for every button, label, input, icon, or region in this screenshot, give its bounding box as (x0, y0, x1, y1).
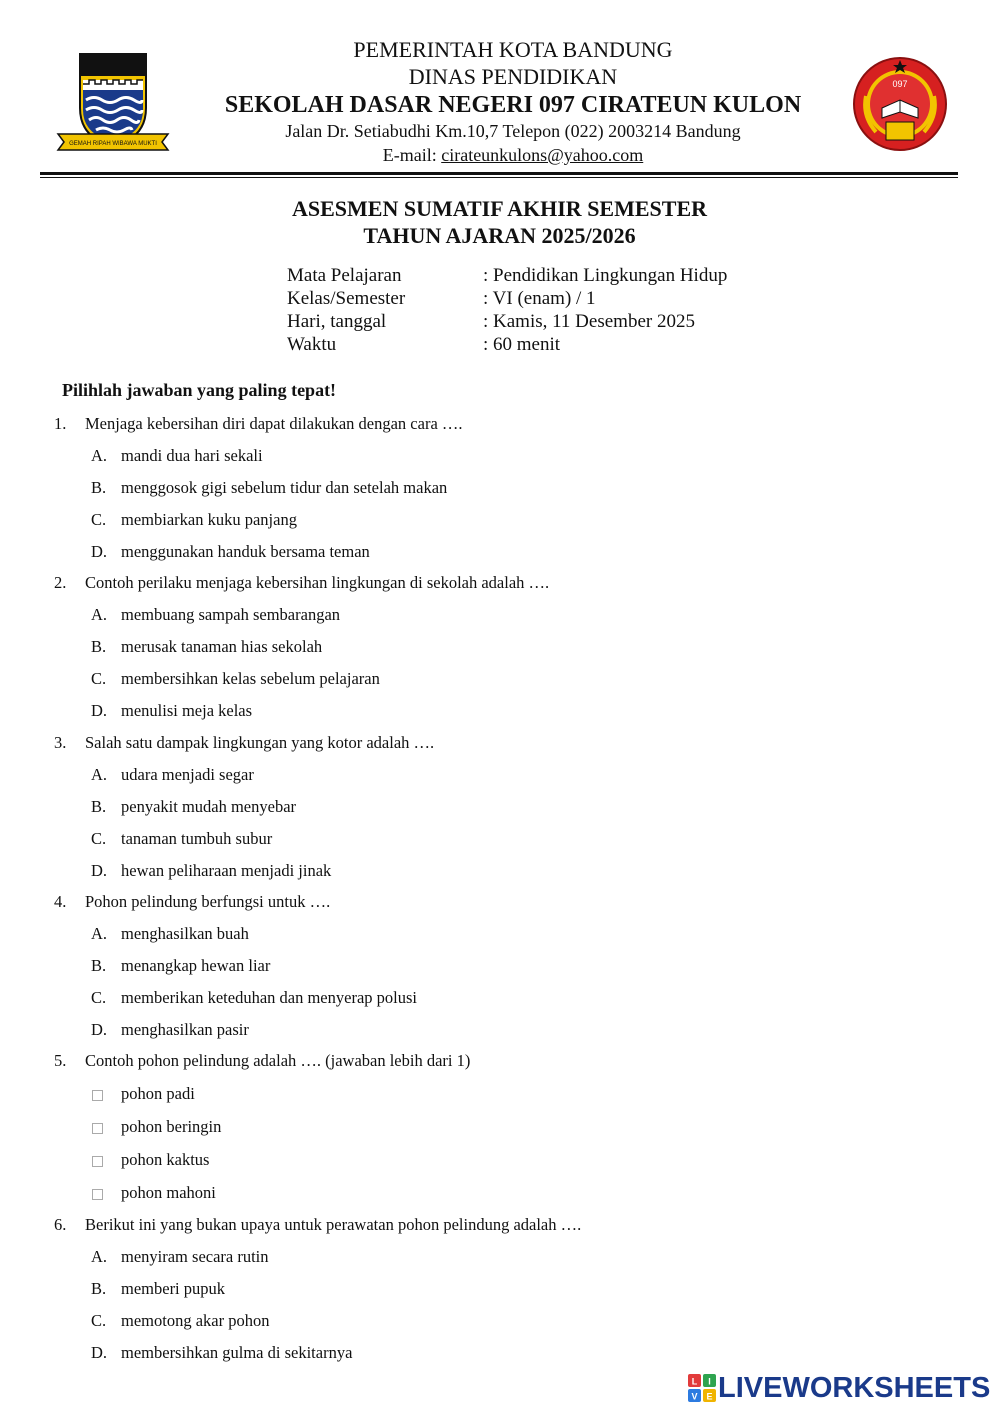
option-checkbox[interactable] (92, 1189, 103, 1200)
option-letter[interactable]: B. (91, 478, 107, 497)
option-letter[interactable]: C. (91, 988, 107, 1007)
question-number: 1. (54, 414, 67, 433)
info-value: : Pendidikan Lingkungan Hidup (483, 265, 728, 286)
option-text[interactable]: pohon kaktus (121, 1150, 210, 1169)
question-text: Contoh perilaku menjaga kebersihan lingkungan di sekolah adalah …. (85, 573, 550, 592)
option-letter[interactable]: B. (91, 1279, 107, 1298)
svg-text:I: I (708, 1376, 711, 1387)
option-letter[interactable]: C. (91, 510, 107, 529)
info-value: : VI (enam) / 1 (483, 288, 596, 309)
option-letter[interactable]: A. (91, 765, 108, 784)
option-text[interactable]: memberikan keteduhan dan menyerap polusi (121, 988, 417, 1007)
option-letter[interactable]: C. (91, 829, 107, 848)
option-letter[interactable]: A. (91, 446, 108, 465)
option-text[interactable]: membersihkan gulma di sekitarnya (121, 1343, 353, 1362)
header-divider-thin (40, 177, 958, 178)
question-text: Menjaga kebersihan diri dapat dilakukan dengan cara …. (85, 414, 463, 433)
option-text[interactable]: merusak tanaman hias sekolah (121, 637, 323, 656)
option-letter[interactable]: C. (91, 669, 107, 688)
info-label: Waktu (287, 334, 337, 355)
header-divider-thick (40, 172, 958, 175)
svg-text:L: L (691, 1376, 698, 1387)
option-text[interactable]: hewan peliharaan menjadi jinak (121, 861, 332, 880)
question-number: 3. (54, 733, 67, 752)
question-text: Contoh pohon pelindung adalah …. (jawaban lebih dari 1) (85, 1051, 471, 1070)
info-value: : 60 menit (483, 334, 561, 355)
option-text[interactable]: pohon mahoni (121, 1183, 216, 1202)
header-government: PEMERINTAH KOTA BANDUNG (353, 37, 673, 62)
option-text[interactable]: udara menjadi segar (121, 765, 254, 784)
option-letter[interactable]: A. (91, 1247, 108, 1266)
option-text[interactable]: pohon padi (121, 1084, 195, 1103)
liveworksheets-wordmark: LIVEWORKSHEETS (718, 1372, 991, 1404)
option-letter[interactable]: D. (91, 861, 108, 880)
option-text[interactable]: membuang sampah sembarangan (121, 605, 341, 624)
exam-year: TAHUN AJARAN 2025/2026 (363, 223, 636, 248)
option-letter[interactable]: D. (91, 542, 108, 561)
header-email-line (0, 146, 999, 164)
question-number: 4. (54, 892, 67, 911)
info-value: : Kamis, 11 Desember 2025 (483, 311, 695, 332)
liveworksheets-icon (688, 1374, 716, 1402)
info-label: Mata Pelajaran (287, 265, 402, 286)
option-letter[interactable]: C. (91, 1311, 107, 1330)
liveworksheets-brand (688, 1372, 990, 1404)
option-text[interactable]: memberi pupuk (121, 1279, 226, 1298)
option-text[interactable]: menyiram secara rutin (121, 1247, 269, 1266)
option-checkbox[interactable] (92, 1123, 103, 1134)
email-link[interactable]: cirateunkulons@yahoo.com (441, 145, 644, 165)
option-letter[interactable]: D. (91, 1343, 108, 1362)
option-checkbox[interactable] (92, 1090, 103, 1101)
question-text: Salah satu dampak lingkungan yang kotor adalah …. (85, 733, 435, 752)
option-text[interactable]: mandi dua hari sekali (121, 446, 263, 465)
option-text[interactable]: penyakit mudah menyebar (121, 797, 297, 816)
option-text[interactable]: membiarkan kuku panjang (121, 510, 297, 529)
option-text[interactable]: menulisi meja kelas (121, 701, 253, 720)
option-text[interactable]: memotong akar pohon (121, 1311, 270, 1330)
option-letter[interactable]: B. (91, 637, 107, 656)
emblem-number: 097 (892, 79, 908, 89)
option-text[interactable]: menghasilkan buah (121, 924, 249, 943)
crest-motto: GEMAH RIPAH WIBAWA MUKTI (69, 141, 157, 147)
instruction: Pilihlah jawaban yang paling tepat! (62, 380, 337, 400)
email-label: E-mail: (382, 145, 442, 165)
option-letter[interactable]: D. (91, 701, 108, 720)
option-text[interactable]: menghasilkan pasir (121, 1020, 249, 1039)
header-department: DINAS PENDIDIKAN (408, 64, 618, 89)
option-letter[interactable]: A. (91, 605, 108, 624)
question-number: 6. (54, 1215, 67, 1234)
option-letter[interactable]: D. (91, 1020, 108, 1039)
question-number: 5. (54, 1051, 67, 1070)
info-label: Kelas/Semester (287, 288, 406, 309)
option-text[interactable]: membersihkan kelas sebelum pelajaran (121, 669, 380, 688)
option-text[interactable]: menggunakan handuk bersama teman (121, 542, 370, 561)
option-text[interactable]: menangkap hewan liar (121, 956, 271, 975)
option-letter[interactable]: B. (91, 797, 107, 816)
header-school-name: SEKOLAH DASAR NEGERI 097 CIRATEUN KULON (224, 92, 802, 118)
question-text: Berikut ini yang bukan upaya untuk perawatan pohon pelindung adalah …. (85, 1215, 582, 1234)
option-letter[interactable]: A. (91, 924, 108, 943)
option-text[interactable]: pohon beringin (121, 1117, 222, 1136)
svg-text:E: E (706, 1391, 713, 1402)
question-text: Pohon pelindung berfungsi untuk …. (85, 892, 331, 911)
svg-text:V: V (691, 1391, 698, 1402)
option-letter[interactable]: B. (91, 956, 107, 975)
option-text[interactable]: menggosok gigi sebelum tidur dan setelah makan (121, 478, 448, 497)
header-address: Jalan Dr. Setiabudhi Km.10,7 Telepon (022) 2003214 Bandung (285, 121, 741, 141)
option-text[interactable]: tanaman tumbuh subur (121, 829, 273, 848)
exam-title: ASESMEN SUMATIF AKHIR SEMESTER (291, 196, 708, 221)
option-checkbox[interactable] (92, 1156, 103, 1167)
info-label: Hari, tanggal (287, 311, 387, 332)
question-number: 2. (54, 573, 67, 592)
